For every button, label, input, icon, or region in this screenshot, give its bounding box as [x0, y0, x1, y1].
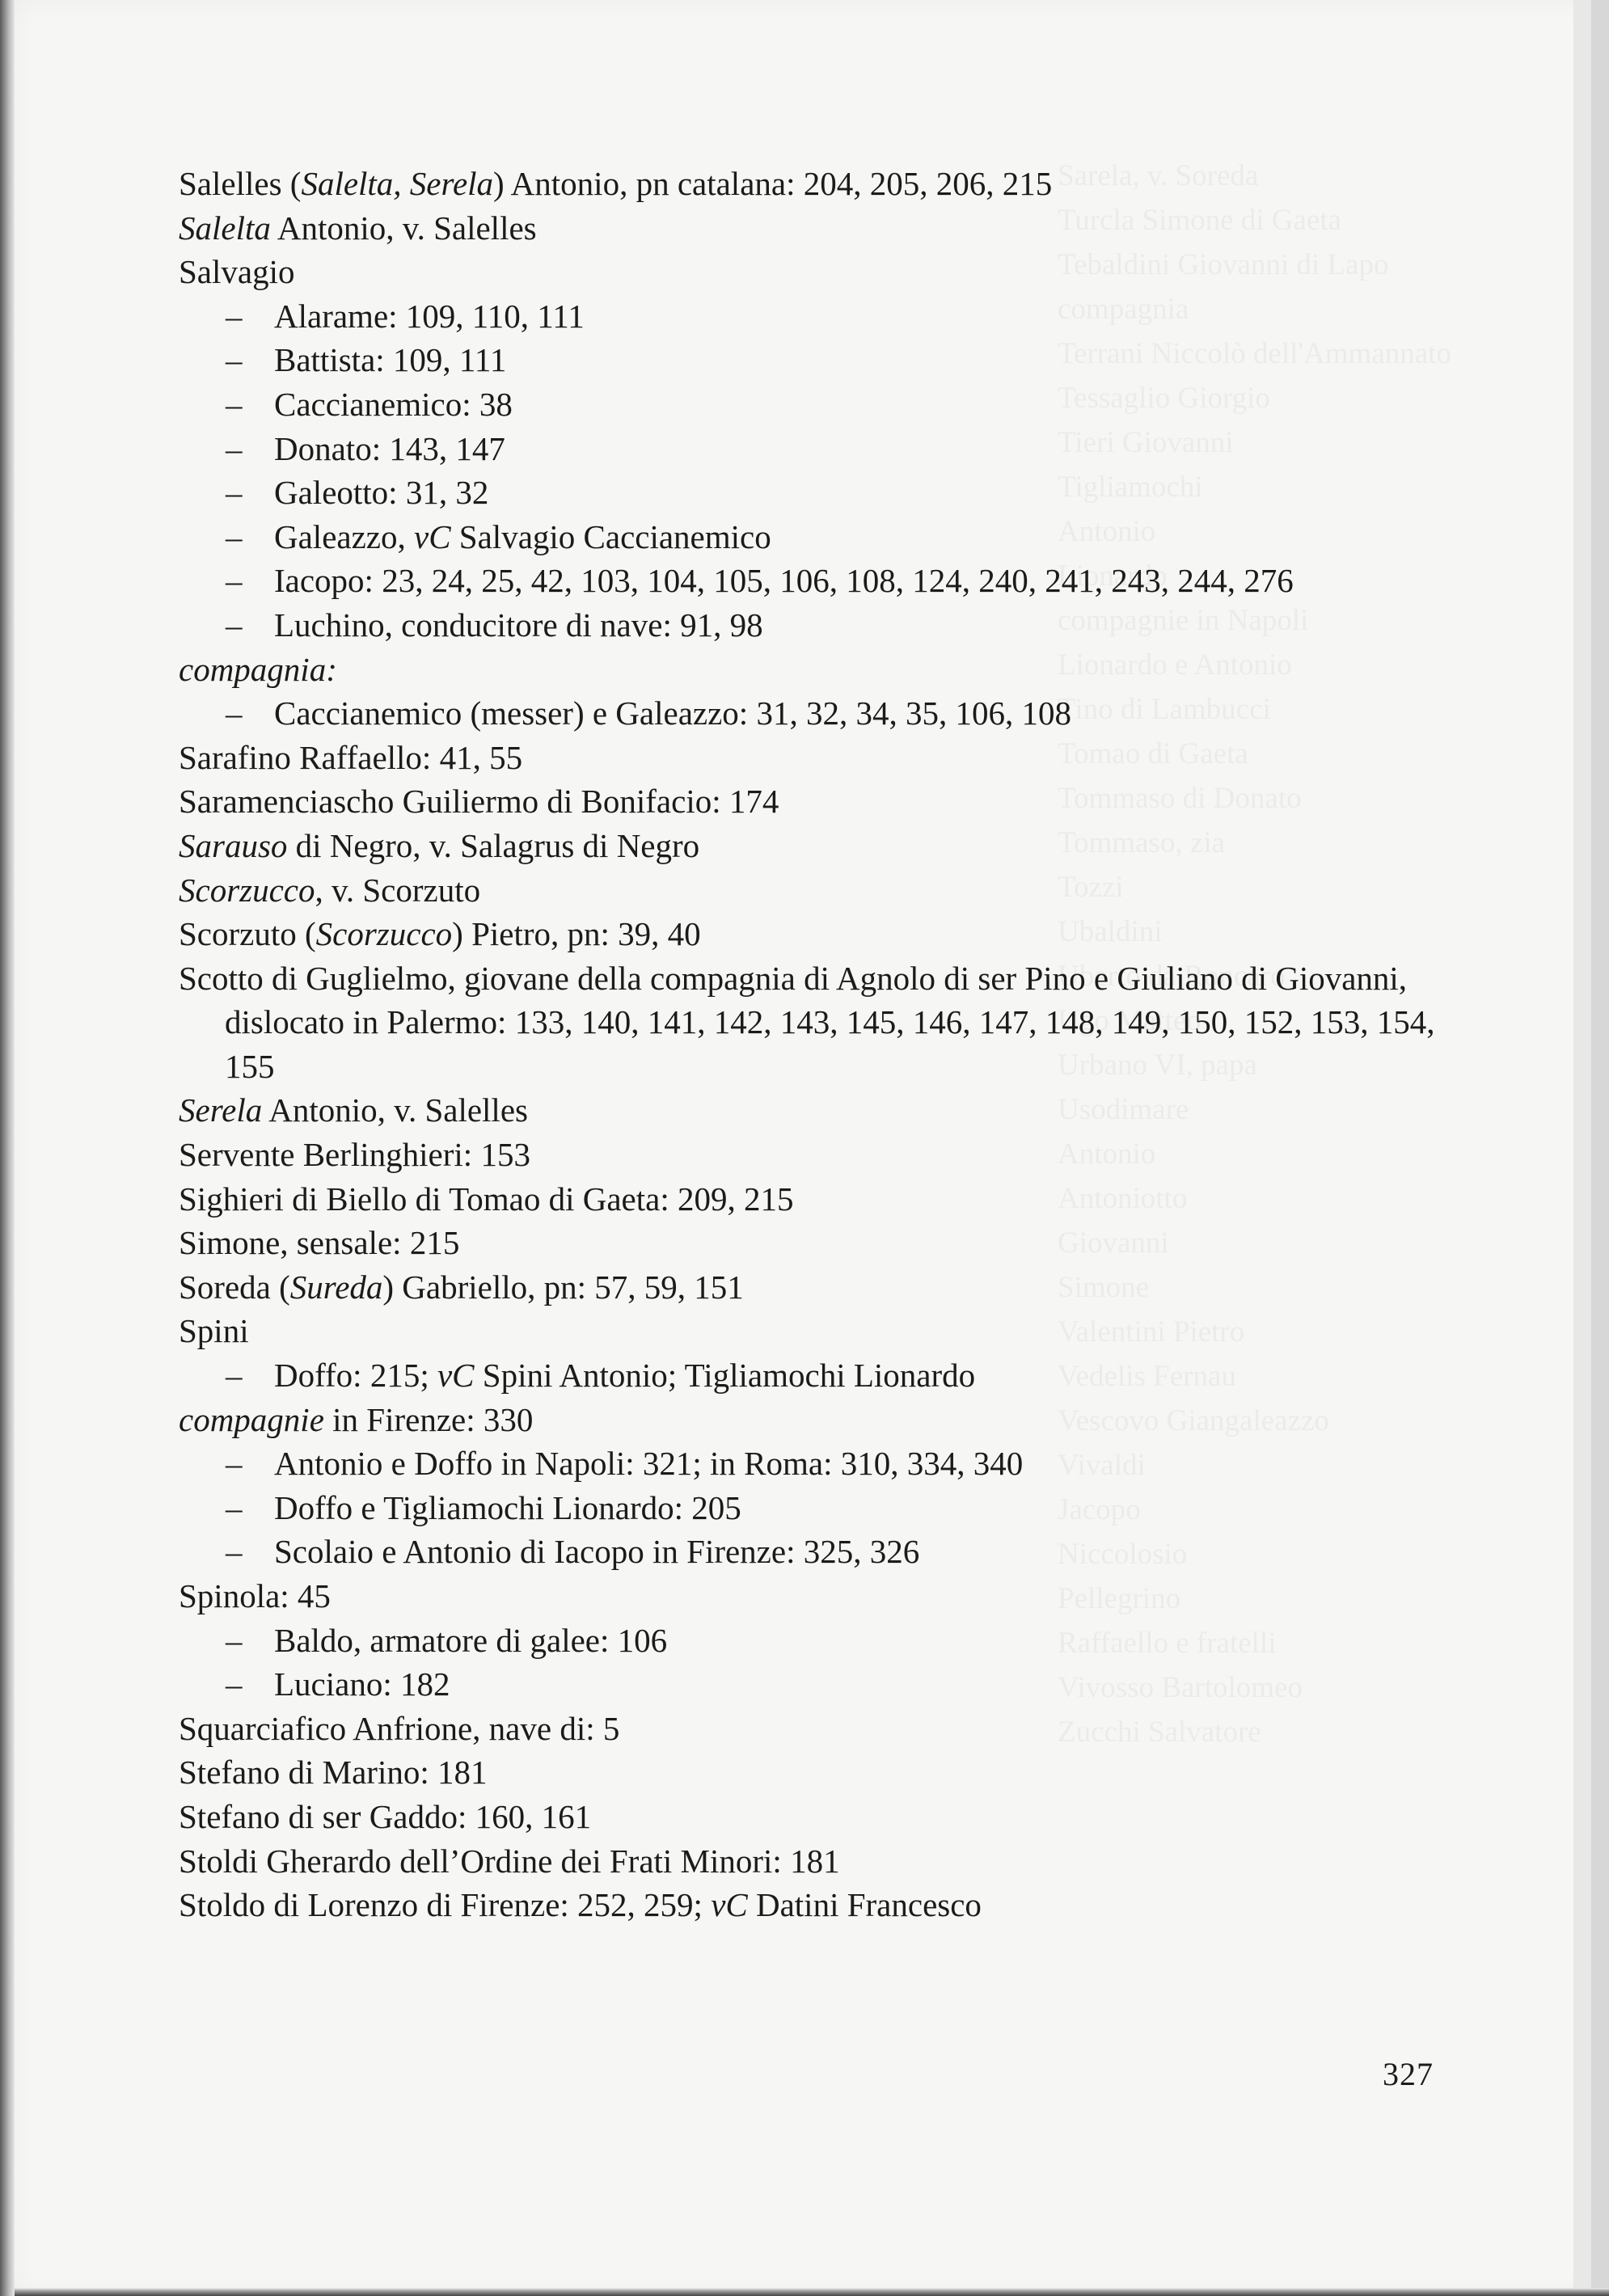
- index-entry: [179, 736, 1440, 780]
- entry-text: Stoldo di Lorenzo di Firenze: 252, 259;: [179, 1886, 712, 1924]
- entry-text: Alarame: 109, 110, 111: [274, 297, 585, 335]
- subentry-dash: –: [226, 1533, 243, 1571]
- book-spine-shadow: [0, 0, 15, 2296]
- page-number: 327: [1383, 2056, 1434, 2092]
- entry-text: Datini Francesco: [747, 1886, 982, 1924]
- entry-text: Caccianemico (messer) e Galeazzo: 31, 32, 34, 35, 106, 108: [274, 694, 1071, 732]
- italic-text: vC: [414, 517, 451, 555]
- index-subentry: [179, 294, 1440, 339]
- book-page: [15, 0, 1591, 2296]
- index-entry: [179, 779, 1440, 824]
- index-subentry: [179, 1619, 1440, 1663]
- index-subentry: [179, 382, 1440, 427]
- index-entry: [179, 956, 1440, 1089]
- entry-text: Antonio, v. Salelles: [270, 209, 537, 247]
- index-subentry: [179, 1353, 1440, 1398]
- index-subentry: [179, 471, 1440, 515]
- entry-text: Simone, sensale: 215: [179, 1224, 460, 1262]
- entry-text: in Firenze: 330: [323, 1400, 534, 1438]
- entry-text: Luciano: 182: [274, 1665, 450, 1703]
- page-bottom-shadow: [15, 2288, 1609, 2296]
- index-subentry: [179, 1486, 1440, 1530]
- entry-text: Saramenciascho Guiliermo di Bonifacio: 174: [179, 783, 779, 821]
- entry-text: Stefano di ser Gaddo: 160, 161: [179, 1797, 592, 1835]
- entry-text: ) Pietro, pn: 39, 40: [452, 915, 701, 953]
- entry-text: Antonio e Doffo in Napoli: 321; in Roma: 310, 334, 340: [274, 1445, 1024, 1483]
- index-group-label: [179, 648, 1440, 692]
- entry-text: Scotto di Guglielmo, giovane della compagnia di Agnolo di ser Pino e Giuliano di Giovanni, dislocato in Palermo: 133, 140, 141, 142, 143, 145, 146, 147, 148, 149, 150, 152, 153, 154, 155: [179, 959, 1435, 1085]
- entry-text: Galeazzo,: [274, 517, 414, 555]
- italic-text: Scorzucco: [315, 915, 453, 953]
- entry-text: Baldo, armatore di galee: 106: [274, 1621, 668, 1659]
- index-subentry: [179, 1441, 1440, 1486]
- entry-text: Sarafino Raffaello: 41, 55: [179, 738, 523, 776]
- italic-text: Scorzucco: [179, 871, 315, 909]
- page-edge: [1573, 0, 1591, 2296]
- entry-text: Salvagio Caccianemico: [450, 517, 771, 555]
- entry-text: Stoldi Gherardo dell’Ordine dei Frati Minori: 181: [179, 1842, 840, 1880]
- subentry-dash: –: [226, 562, 243, 600]
- entry-text: ) Antonio, pn catalana: 204, 205, 206, 215: [493, 165, 1053, 202]
- entry-text: Servente Berlinghieri: 153: [179, 1136, 530, 1174]
- subentry-dash: –: [226, 341, 243, 379]
- subentry-dash: –: [226, 385, 243, 423]
- italic-text: Saleltа, Serela: [301, 165, 494, 202]
- subentry-dash: –: [226, 1621, 243, 1659]
- subentry-dash: –: [226, 1445, 243, 1483]
- entry-text: Soreda (: [179, 1268, 290, 1306]
- entry-text: Salelles (: [179, 165, 302, 202]
- index-subentry: [179, 559, 1440, 603]
- entry-text: Stefano di Marino: 181: [179, 1754, 488, 1792]
- subentry-dash: –: [226, 1488, 243, 1526]
- italic-text: Salelta: [179, 209, 271, 247]
- entry-text: Doffo: 215;: [274, 1357, 437, 1395]
- italic-text: vC: [437, 1357, 475, 1395]
- entry-text: ) Gabriello, pn: 57, 59, 151: [382, 1268, 744, 1306]
- subentry-dash: –: [226, 297, 243, 335]
- entry-text: Spini Antonio; Tigliamochi Lionardo: [474, 1357, 976, 1395]
- entry-text: Battista: 109, 111: [274, 341, 507, 379]
- index-entry: [179, 1133, 1440, 1177]
- index-entry: [179, 1750, 1440, 1795]
- entry-text: Squarciafico Anfrione, nave di: 5: [179, 1709, 620, 1747]
- italic-text: Sureda: [289, 1268, 383, 1306]
- subentry-dash: –: [226, 517, 243, 555]
- entry-text: Scolaio e Antonio di Iacopo in Firenze: 325, 326: [274, 1533, 920, 1571]
- entry-text: Salvagio: [179, 253, 295, 291]
- index-entry: [179, 1883, 1440, 1927]
- entry-text: Scorzuto (: [179, 915, 316, 953]
- entry-text: Luchino, conducitore di nave: 91, 98: [274, 606, 763, 644]
- italic-text: Serela: [179, 1091, 263, 1129]
- index-entry: [179, 206, 1440, 251]
- index-entry: [179, 824, 1440, 868]
- subentry-dash: –: [226, 606, 243, 644]
- entry-text: Spini: [179, 1312, 249, 1350]
- index-subentry: [179, 338, 1440, 382]
- entry-text: Donato: 143, 147: [274, 429, 505, 467]
- entry-text: Caccianemico: 38: [274, 385, 513, 423]
- index-subentry: [179, 603, 1440, 648]
- index-entry: [179, 868, 1440, 913]
- subentry-dash: –: [226, 694, 243, 732]
- index-entry: [179, 1795, 1440, 1839]
- index-subentry: [179, 427, 1440, 471]
- index-entry: [179, 1839, 1440, 1884]
- index-entry: [179, 1088, 1440, 1133]
- entry-text: Sighieri di Biello di Tomao di Gaeta: 209, 215: [179, 1180, 794, 1218]
- subentry-dash: –: [226, 474, 243, 512]
- index-entry: [179, 250, 1440, 294]
- index-subentry: [179, 1530, 1440, 1574]
- entry-text: di Negro, v. Salagrus di Negro: [287, 826, 700, 864]
- italic-text: vC: [711, 1886, 748, 1924]
- index-subentry: [179, 691, 1440, 736]
- entry-text: Antonio, v. Salelles: [262, 1091, 528, 1129]
- index-entry: [179, 1707, 1440, 1751]
- entry-text: Galeotto: 31, 32: [274, 474, 489, 512]
- index-entry: [179, 1265, 1440, 1310]
- index-entry: [179, 1221, 1440, 1265]
- index-subentry: [179, 515, 1440, 559]
- index-entry: [179, 1574, 1440, 1619]
- entry-text: Iacopo: 23, 24, 25, 42, 103, 104, 105, 106, 108, 124, 240, 241, 243, 244, 276: [274, 562, 1294, 600]
- index-subentry: [179, 1662, 1440, 1707]
- index-entry: [179, 1177, 1440, 1222]
- italic-text: compagnia:: [179, 650, 337, 688]
- index-entry: [179, 1309, 1440, 1353]
- entry-text: Doffo e Tigliamochi Lionardo: 205: [274, 1488, 741, 1526]
- italic-text: compagnie: [179, 1400, 324, 1438]
- subentry-dash: –: [226, 1357, 243, 1395]
- index-entry: [179, 162, 1440, 206]
- subentry-dash: –: [226, 429, 243, 467]
- entry-text: , v. Scorzuto: [315, 871, 481, 909]
- subentry-dash: –: [226, 1665, 243, 1703]
- entry-text: Spinola: 45: [179, 1577, 331, 1614]
- index-list: [179, 162, 1440, 1927]
- index-group-label: [179, 1398, 1440, 1442]
- italic-text: Sarauso: [179, 826, 288, 864]
- index-entry: [179, 912, 1440, 956]
